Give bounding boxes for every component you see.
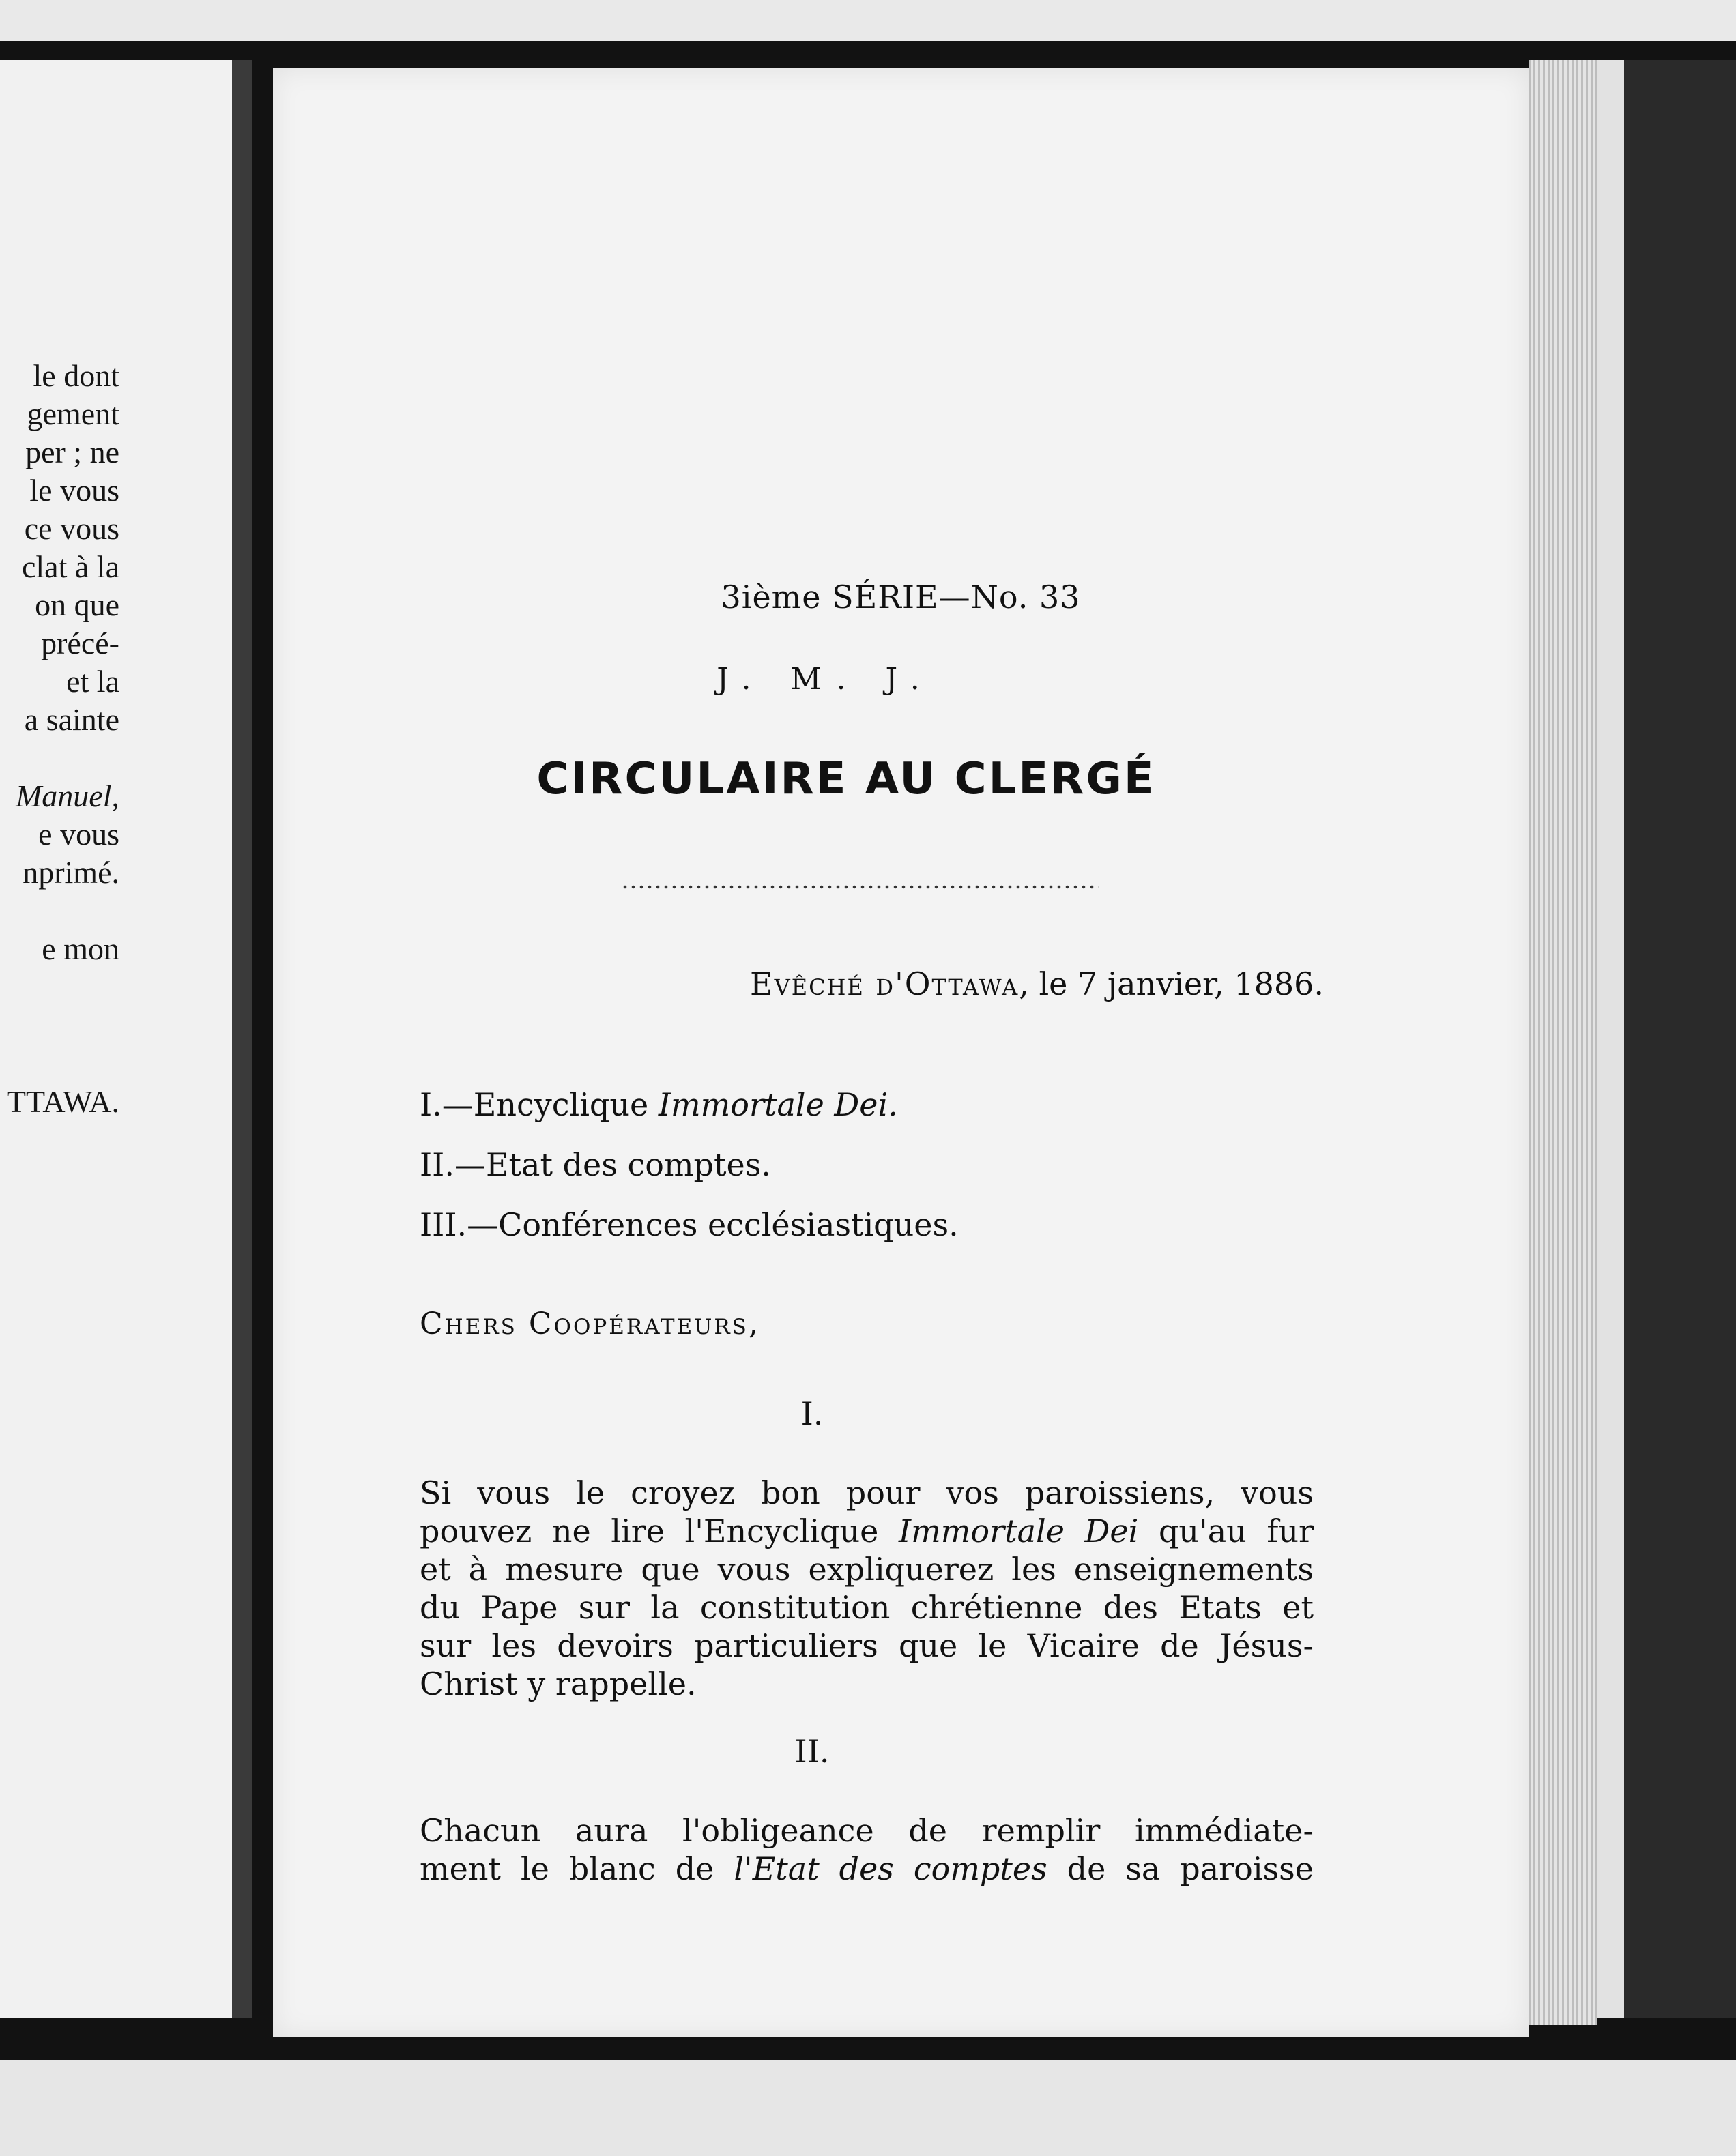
facing-page-line [3,1045,119,1083]
facing-page-line [3,892,119,930]
facing-page-line: le dont [33,358,119,393]
salutation: Chers Coopérateurs, [420,1307,760,1341]
facing-page-line [3,1006,119,1045]
facing-page-line: le vous [29,473,119,508]
facing-page-line: précé- [41,626,119,660]
dateline-date: , le 7 janvier, 1886. [1019,965,1324,1002]
facing-page-text [3,357,119,1121]
toc-item: I.—Encyclique Immortale Dei. [420,1086,898,1123]
dateline [750,965,1324,1002]
facing-page-line: on que [35,587,119,622]
section-paragraph [420,1811,1314,1888]
scan-bottom-margin [0,2060,1736,2156]
facing-page-line: clat à la [21,549,119,584]
scan-top-margin [0,0,1736,41]
facing-page-line: e mon [42,931,119,966]
facing-page-line: et la [66,664,119,699]
facing-page-line: Manuel, [15,778,119,813]
paragraph-line: du Pape sur la constitution chrétienne des Etats et [420,1589,1314,1626]
facing-page-line: per ; ne [25,435,119,469]
book-cover-edge [1597,60,1624,2018]
facing-page-line [3,739,119,777]
paragraph-line: Si vous le croyez bon pour vos paroissiens, vous [420,1474,1314,1511]
series-number: 3ième SÉRIE—No. 33 [721,579,1081,615]
section-numeral: I. [800,1395,824,1432]
paragraph-line: sur les devoirs particuliers que le Vicaire de Jésus- [420,1627,1314,1664]
jmj-invocation: J. M. J. [717,662,935,697]
table-of-contents [420,1075,959,1255]
facing-page-line: nprimé. [23,855,119,890]
facing-page-line: gement [27,396,119,431]
facing-page-line: a sainte [24,702,119,737]
dateline-place: Evêché d'Ottawa [750,965,1019,1002]
paragraph-line: Christ y rappelle. [420,1665,697,1702]
dotted-divider [621,884,1099,890]
facing-page [0,60,232,2018]
section-paragraph [420,1474,1314,1703]
facing-page-line: TTAWA. [6,1084,119,1119]
facing-page-line [3,968,119,1006]
document-title: CIRCULAIRE AU CLERGÉ [536,754,1156,804]
page-edge-stack [1529,60,1597,2025]
section-numeral: II. [794,1733,830,1770]
facing-page-line: ce vous [24,511,119,546]
facing-page-line: e vous [38,817,119,851]
scan-right-margin [1624,60,1736,2018]
toc-item: III.—Conférences ecclésiastiques. [420,1206,959,1243]
paragraph-line: Chacun aura l'obligeance de remplir immédiate- [420,1812,1314,1849]
toc-item: II.—Etat des comptes. [420,1146,771,1183]
paragraph-line: ment le blanc de l'Etat des comptes de sa paroisse [420,1850,1314,1887]
book-gutter [232,60,252,2018]
paragraph-line: pouvez ne lire l'Encyclique Immortale Dei qu'au fur [420,1513,1314,1549]
paragraph-line: et à mesure que vous expliquerez les enseignements [420,1551,1314,1588]
document-page [273,68,1529,2037]
